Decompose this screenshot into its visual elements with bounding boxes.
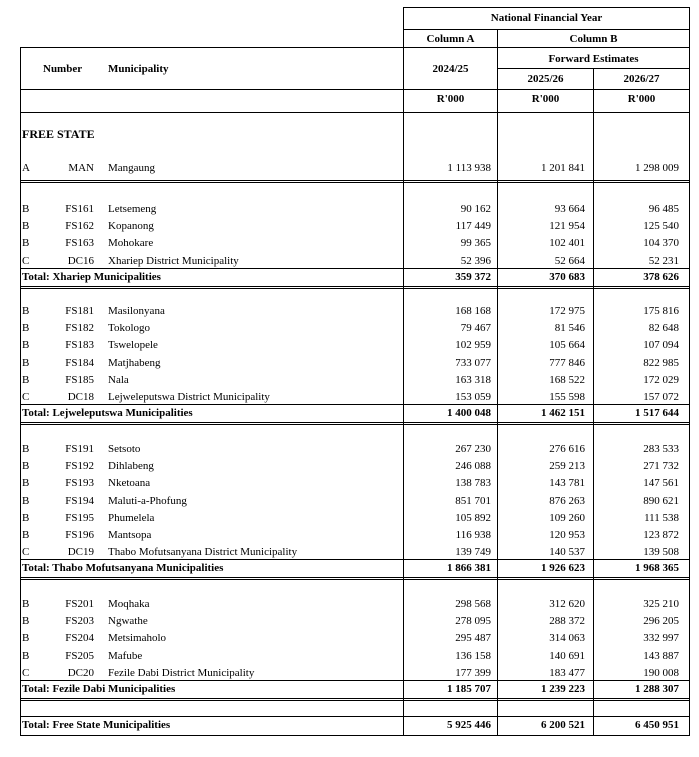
district-total-label: Total: Fezile Dabi Municipalities <box>22 683 176 695</box>
district-total-b2: 1 968 365 <box>635 562 679 574</box>
row-value-b1: 276 616 <box>549 443 585 455</box>
row-value-b1: 105 664 <box>549 339 585 351</box>
row-value-b2: 172 029 <box>643 374 679 386</box>
district-total-label: Total: Xhariep Municipalities <box>22 271 161 283</box>
row-category: C <box>22 546 30 558</box>
row-name: Moqhaka <box>108 598 150 610</box>
row-category: B <box>22 632 30 644</box>
row-value-b2: 175 816 <box>643 305 679 317</box>
row-value-b1: 288 372 <box>549 615 585 627</box>
row-value-a: 278 095 <box>455 615 491 627</box>
row-value-b2: 52 231 <box>648 255 679 267</box>
row-code: FS192 <box>65 460 94 472</box>
row-value-b2: 107 094 <box>643 339 679 351</box>
row-category: C <box>22 667 30 679</box>
row-value-b1: 314 063 <box>549 632 585 644</box>
row-value-b2: 104 370 <box>643 237 679 249</box>
row-category: B <box>22 477 30 489</box>
row-code: FS205 <box>65 650 94 662</box>
row-code: FS193 <box>65 477 94 489</box>
row-value-a: 136 158 <box>455 650 491 662</box>
row-code: FS163 <box>65 237 94 249</box>
row-value-a: 153 059 <box>455 391 491 403</box>
row-code: FS191 <box>65 443 94 455</box>
row-code: FS182 <box>65 322 94 334</box>
row-value-b2: 96 485 <box>648 203 679 215</box>
row-value-b1: 143 781 <box>549 477 585 489</box>
district-total-b2: 378 626 <box>643 271 679 283</box>
row-name: Tswelopele <box>108 339 158 351</box>
row-value-b2: 332 997 <box>643 632 679 644</box>
row-code: FS195 <box>65 512 94 524</box>
district-total-b2: 1 288 307 <box>635 683 679 695</box>
row-value-b1: 52 664 <box>554 255 585 267</box>
header-year-2026: 2026/27 <box>623 73 660 85</box>
row-name: Xhariep District Municipality <box>108 255 239 267</box>
row-value-b1: 93 664 <box>554 203 585 215</box>
row-value-b1: 1 201 841 <box>541 162 585 174</box>
header-column-b: Column B <box>569 33 618 45</box>
row-code: FS203 <box>65 615 94 627</box>
row-category: C <box>22 391 30 403</box>
row-category: A <box>22 162 30 174</box>
row-value-a: 246 088 <box>455 460 491 472</box>
row-category: B <box>22 322 30 334</box>
row-value-a: 117 449 <box>455 220 491 232</box>
row-value-b2: 890 621 <box>643 495 679 507</box>
header-number: Number <box>43 63 83 75</box>
row-value-b2: 125 540 <box>643 220 679 232</box>
row-name: Kopanong <box>108 220 154 232</box>
row-code: DC19 <box>67 546 94 558</box>
row-value-b1: 183 477 <box>549 667 585 679</box>
row-value-b2: 283 533 <box>643 443 679 455</box>
row-value-a: 116 938 <box>455 529 491 541</box>
row-value-b1: 109 260 <box>549 512 585 524</box>
row-name: Mantsopa <box>108 529 152 541</box>
row-value-b1: 777 846 <box>549 357 585 369</box>
row-code: FS161 <box>65 203 94 215</box>
row-category: B <box>22 237 30 249</box>
row-code: FS201 <box>65 598 94 610</box>
row-value-a: 139 749 <box>455 546 491 558</box>
district-total-a: 1 185 707 <box>447 683 491 695</box>
header-municipality: Municipality <box>108 63 169 75</box>
row-category: B <box>22 512 30 524</box>
row-name: Metsimaholo <box>108 632 167 644</box>
row-value-b1: 81 546 <box>554 322 585 334</box>
row-name: Fezile Dabi District Municipality <box>108 667 255 679</box>
row-name: Ngwathe <box>108 615 148 627</box>
row-value-b2: 271 732 <box>643 460 679 472</box>
grand-total-a: 5 925 446 <box>447 719 491 731</box>
row-category: C <box>22 255 30 267</box>
row-code: FS162 <box>65 220 94 232</box>
district-total-b1: 1 239 223 <box>541 683 585 695</box>
row-value-a: 138 783 <box>455 477 491 489</box>
row-code: MAN <box>68 162 94 174</box>
row-name: Setsoto <box>108 443 141 455</box>
row-category: B <box>22 339 30 351</box>
row-name: Tokologo <box>108 322 151 334</box>
row-value-a: 1 113 938 <box>447 162 491 174</box>
row-category: B <box>22 460 30 472</box>
row-code: FS185 <box>65 374 94 386</box>
row-value-b2: 325 210 <box>643 598 679 610</box>
row-code: DC20 <box>67 667 94 679</box>
district-total-b1: 370 683 <box>549 271 585 283</box>
row-code: FS196 <box>65 529 94 541</box>
row-value-a: 90 162 <box>460 203 491 215</box>
row-value-b1: 259 213 <box>549 460 585 472</box>
row-category: B <box>22 598 30 610</box>
row-category: B <box>22 357 30 369</box>
row-value-a: 168 168 <box>455 305 491 317</box>
row-category: B <box>22 650 30 662</box>
row-name: Mohokare <box>108 237 154 249</box>
row-value-b2: 143 887 <box>643 650 679 662</box>
row-value-b1: 140 537 <box>549 546 585 558</box>
grand-total-label: Total: Free State Municipalities <box>22 719 171 731</box>
row-value-b2: 822 985 <box>643 357 679 369</box>
district-total-a: 1 400 048 <box>447 407 491 419</box>
row-name: Matjhabeng <box>108 357 161 369</box>
row-value-a: 267 230 <box>455 443 491 455</box>
row-value-a: 163 318 <box>455 374 491 386</box>
row-value-b2: 111 538 <box>644 512 679 524</box>
row-value-a: 851 701 <box>455 495 491 507</box>
row-value-a: 79 467 <box>460 322 491 334</box>
district-total-a: 359 372 <box>455 271 491 283</box>
row-value-b2: 190 008 <box>643 667 679 679</box>
row-category: B <box>22 374 30 386</box>
row-value-a: 52 396 <box>460 255 491 267</box>
row-name: Nala <box>108 374 129 386</box>
row-value-a: 298 568 <box>455 598 491 610</box>
row-value-b1: 876 263 <box>549 495 585 507</box>
district-total-b1: 1 926 623 <box>541 562 585 574</box>
row-value-a: 177 399 <box>455 667 491 679</box>
row-name: Mangaung <box>108 162 156 174</box>
row-category: B <box>22 495 30 507</box>
row-value-b1: 140 691 <box>549 650 585 662</box>
header-year-2025: 2025/26 <box>527 73 564 85</box>
row-value-a: 105 892 <box>455 512 491 524</box>
province-heading: FREE STATE <box>22 127 95 141</box>
row-name: Lejweleputswa District Municipality <box>108 391 270 403</box>
row-value-b2: 123 872 <box>643 529 679 541</box>
row-name: Nketoana <box>108 477 151 489</box>
row-name: Mafube <box>108 650 143 662</box>
row-value-b1: 312 620 <box>549 598 585 610</box>
row-code: DC18 <box>67 391 94 403</box>
row-code: FS184 <box>65 357 94 369</box>
district-total-label: Total: Thabo Mofutsanyana Municipalities <box>22 562 224 574</box>
district-total-a: 1 866 381 <box>447 562 491 574</box>
grand-total-b1: 6 200 521 <box>541 719 585 731</box>
row-value-b2: 139 508 <box>643 546 679 558</box>
row-category: B <box>22 615 30 627</box>
row-name: Letsemeng <box>108 203 157 215</box>
row-category: B <box>22 220 30 232</box>
header-column-a: Column A <box>426 33 475 45</box>
row-name: Dihlabeng <box>108 460 154 472</box>
row-category: B <box>22 203 30 215</box>
grand-total-b2: 6 450 951 <box>635 719 679 731</box>
row-code: DC16 <box>67 255 94 267</box>
row-name: Thabo Mofutsanyana District Municipality <box>108 546 298 558</box>
row-code: FS194 <box>65 495 94 507</box>
row-name: Masilonyana <box>108 305 165 317</box>
row-category: B <box>22 305 30 317</box>
district-total-label: Total: Lejweleputswa Municipalities <box>22 407 193 419</box>
row-code: FS181 <box>65 305 94 317</box>
row-value-b2: 296 205 <box>643 615 679 627</box>
district-total-b1: 1 462 151 <box>541 407 585 419</box>
row-value-b2: 157 072 <box>643 391 679 403</box>
district-total-b2: 1 517 644 <box>635 407 679 419</box>
row-value-b1: 120 953 <box>549 529 585 541</box>
row-value-b2: 1 298 009 <box>635 162 679 174</box>
row-value-a: 99 365 <box>460 237 491 249</box>
header-year-2024: 2024/25 <box>432 63 469 75</box>
row-value-b1: 102 401 <box>549 237 585 249</box>
row-category: B <box>22 443 30 455</box>
row-name: Maluti-a-Phofung <box>108 495 187 507</box>
row-code: FS183 <box>65 339 94 351</box>
row-name: Phumelela <box>108 512 155 524</box>
unit-col-b2: R'000 <box>627 93 656 105</box>
row-value-a: 733 077 <box>455 357 491 369</box>
unit-col-b1: R'000 <box>531 93 560 105</box>
row-code: FS204 <box>65 632 94 644</box>
row-value-a: 102 959 <box>455 339 491 351</box>
row-category: B <box>22 529 30 541</box>
unit-col-a: R'000 <box>436 93 465 105</box>
row-value-b1: 168 522 <box>549 374 585 386</box>
row-value-b1: 172 975 <box>549 305 585 317</box>
header-national-financial-year: National Financial Year <box>490 12 603 24</box>
row-value-b1: 121 954 <box>549 220 585 232</box>
row-value-b1: 155 598 <box>549 391 585 403</box>
row-value-b2: 147 561 <box>643 477 679 489</box>
row-value-a: 295 487 <box>455 632 491 644</box>
header-forward-estimates: Forward Estimates <box>548 53 639 65</box>
row-value-b2: 82 648 <box>648 322 679 334</box>
